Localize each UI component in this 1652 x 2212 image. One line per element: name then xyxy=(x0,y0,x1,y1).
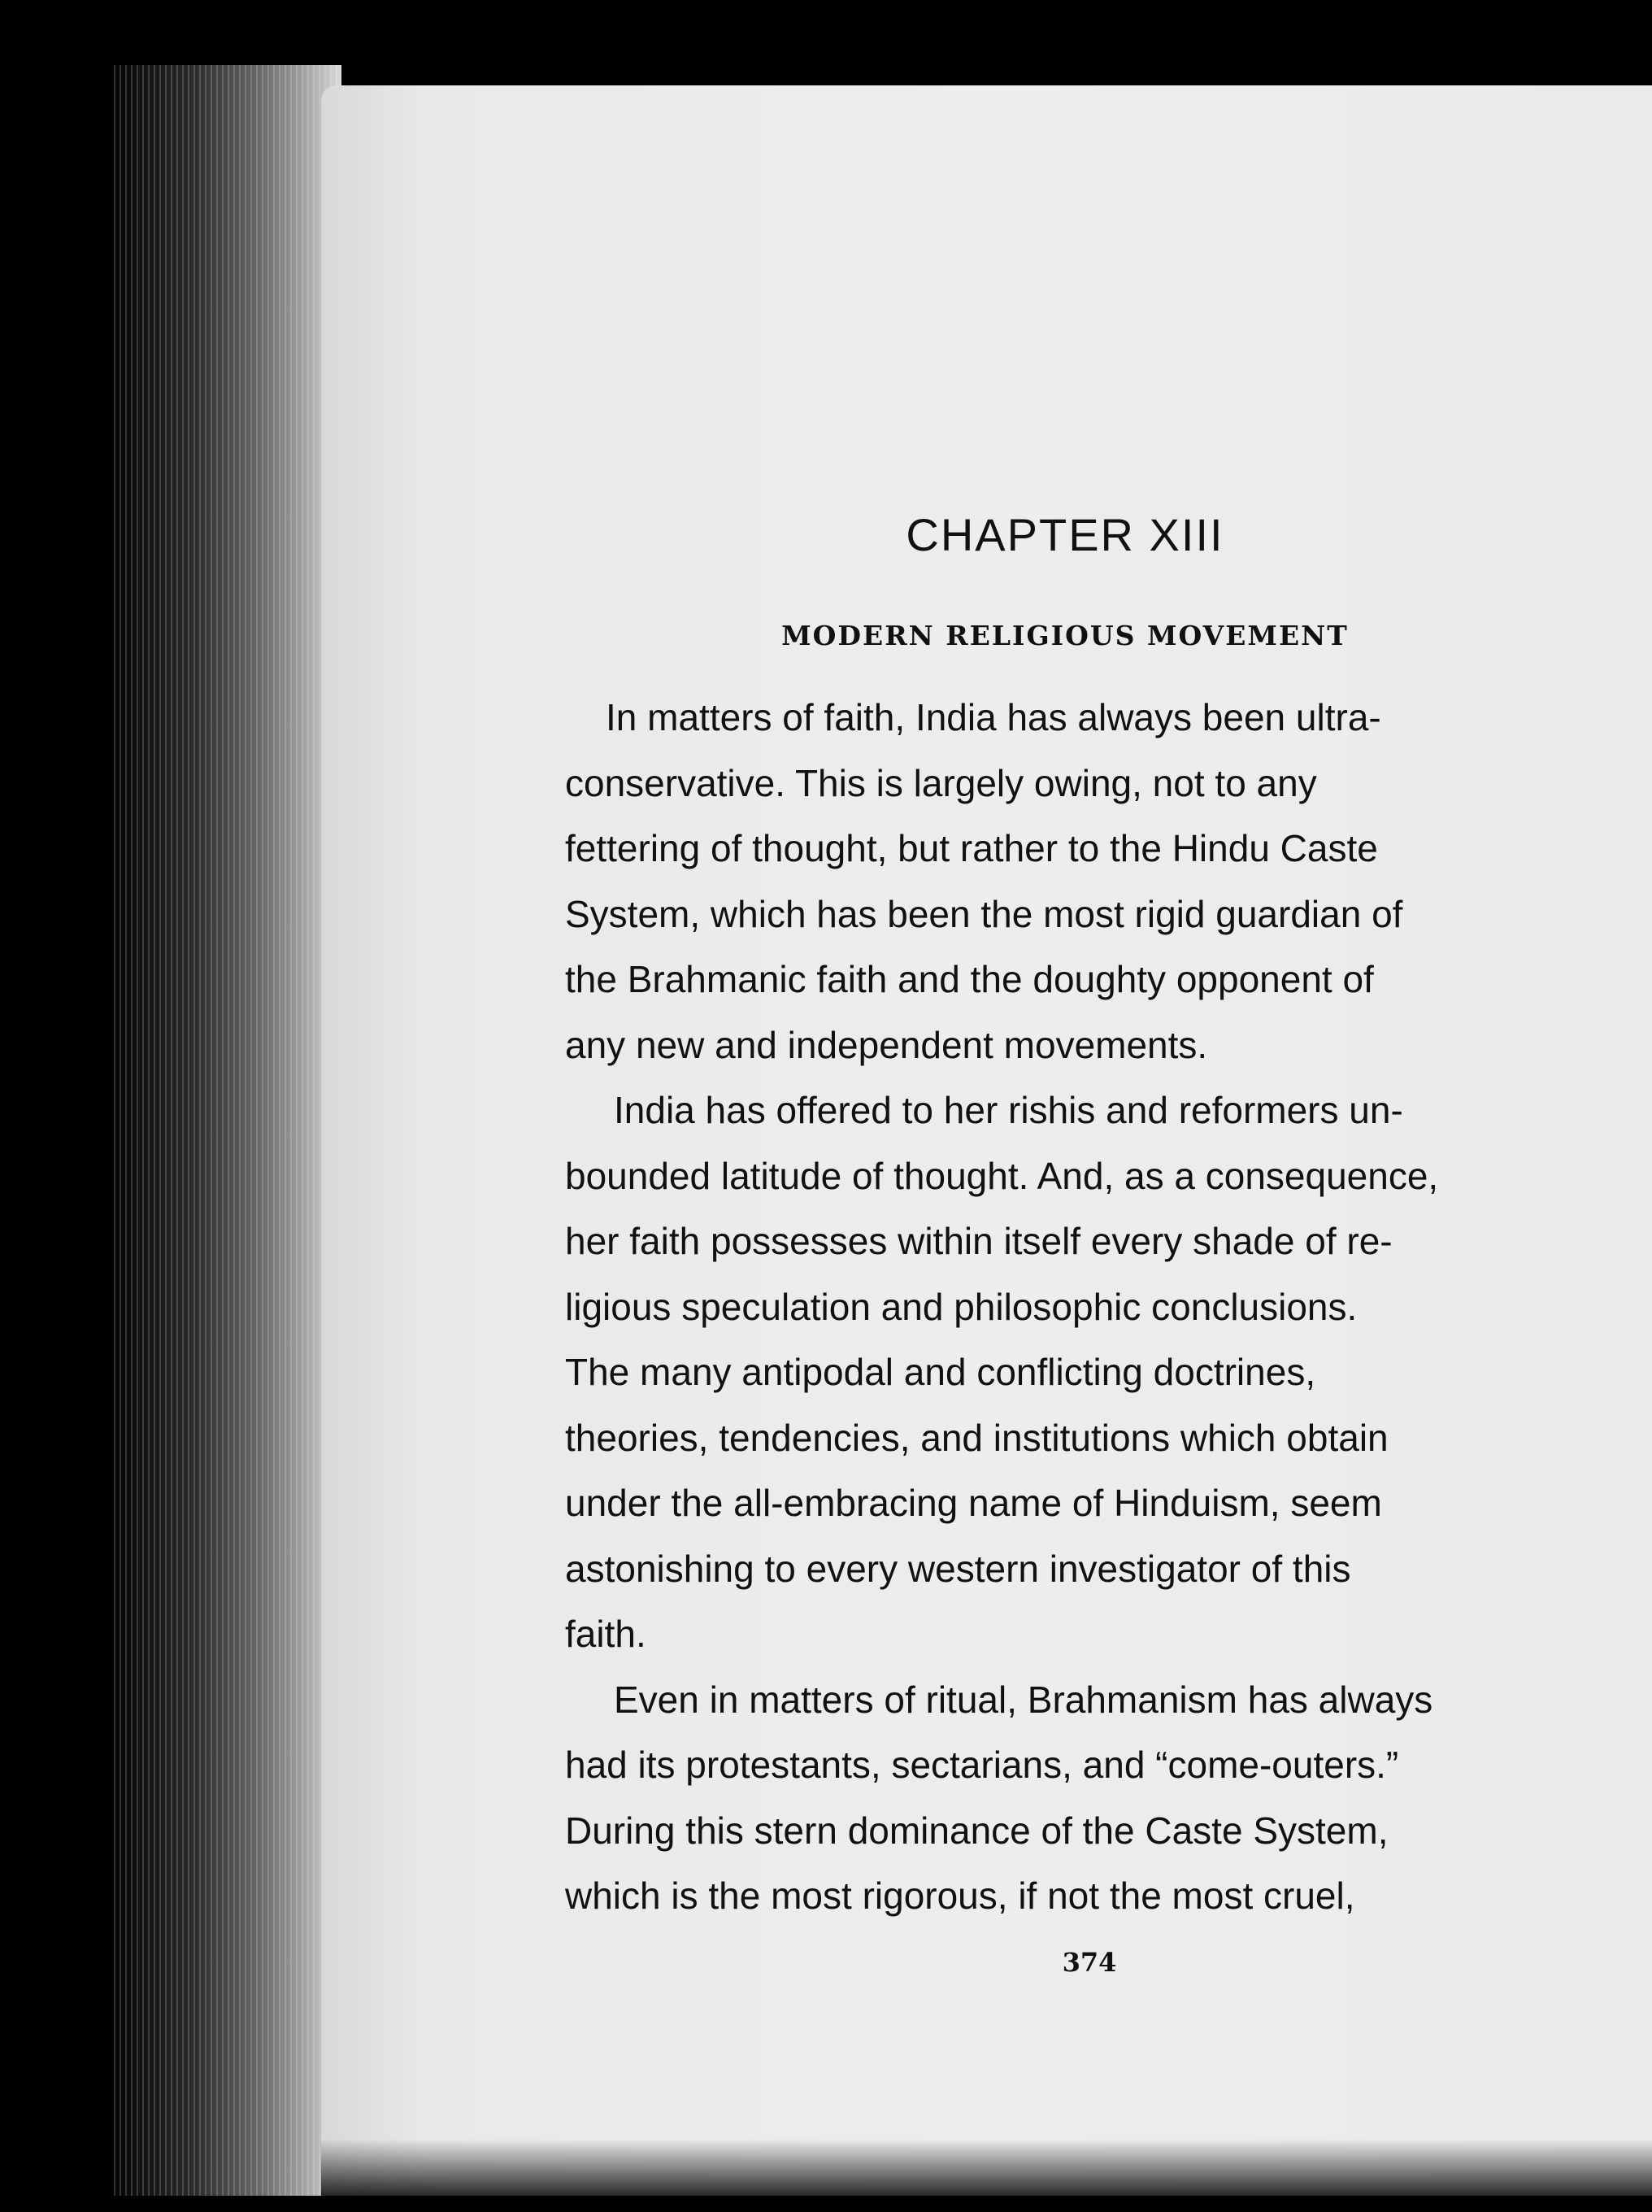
text-line: her faith possesses within itself every shade of re- xyxy=(565,1220,1393,1262)
chapter-title: CHAPTER XIII xyxy=(906,509,1224,560)
text-line: ligious speculation and philosophic conclusions. xyxy=(565,1285,1358,1328)
text-line: bounded latitude of thought. And, as a consequence, xyxy=(565,1154,1439,1197)
text-line: the Brahmanic faith and the doughty opponent of xyxy=(565,958,1374,1000)
chapter-subtitle: MODERN RELIGIOUS MOVEMENT xyxy=(781,620,1349,651)
page-number: 374 xyxy=(1062,1947,1117,1978)
text-line: conservative. This is largely owing, not to any xyxy=(565,761,1317,804)
text-line: In matters of faith, India has always been ultra- xyxy=(606,696,1381,738)
text-line: under the all-embracing name of Hinduism, seem xyxy=(565,1482,1382,1524)
text-line: faith. xyxy=(565,1613,646,1655)
text-line: had its protestants, sectarians, and “come-outers.” xyxy=(565,1744,1399,1786)
text-line: which is the most rigorous, if not the most cruel, xyxy=(565,1875,1355,1917)
text-line: System, which has been the most rigid guardian of xyxy=(565,892,1403,935)
text-line: India has offered to her rishis and reformers un- xyxy=(614,1089,1403,1131)
text-line: any new and independent movements. xyxy=(565,1023,1208,1066)
text-line: astonishing to every western investigator of this xyxy=(565,1547,1351,1590)
text-line: During this stern dominance of the Caste System, xyxy=(565,1809,1389,1852)
book-page-edges xyxy=(114,65,341,2196)
text-line: Even in matters of ritual, Brahmanism has always xyxy=(614,1678,1433,1721)
page-bottom-shadow xyxy=(321,2139,1652,2212)
text-line: theories, tendencies, and institutions which obtain xyxy=(565,1416,1389,1459)
chapter-body xyxy=(565,685,1581,1929)
text-line: fettering of thought, but rather to the Hindu Caste xyxy=(565,827,1378,869)
text-line: The many antipodal and conflicting doctrines, xyxy=(565,1351,1316,1393)
